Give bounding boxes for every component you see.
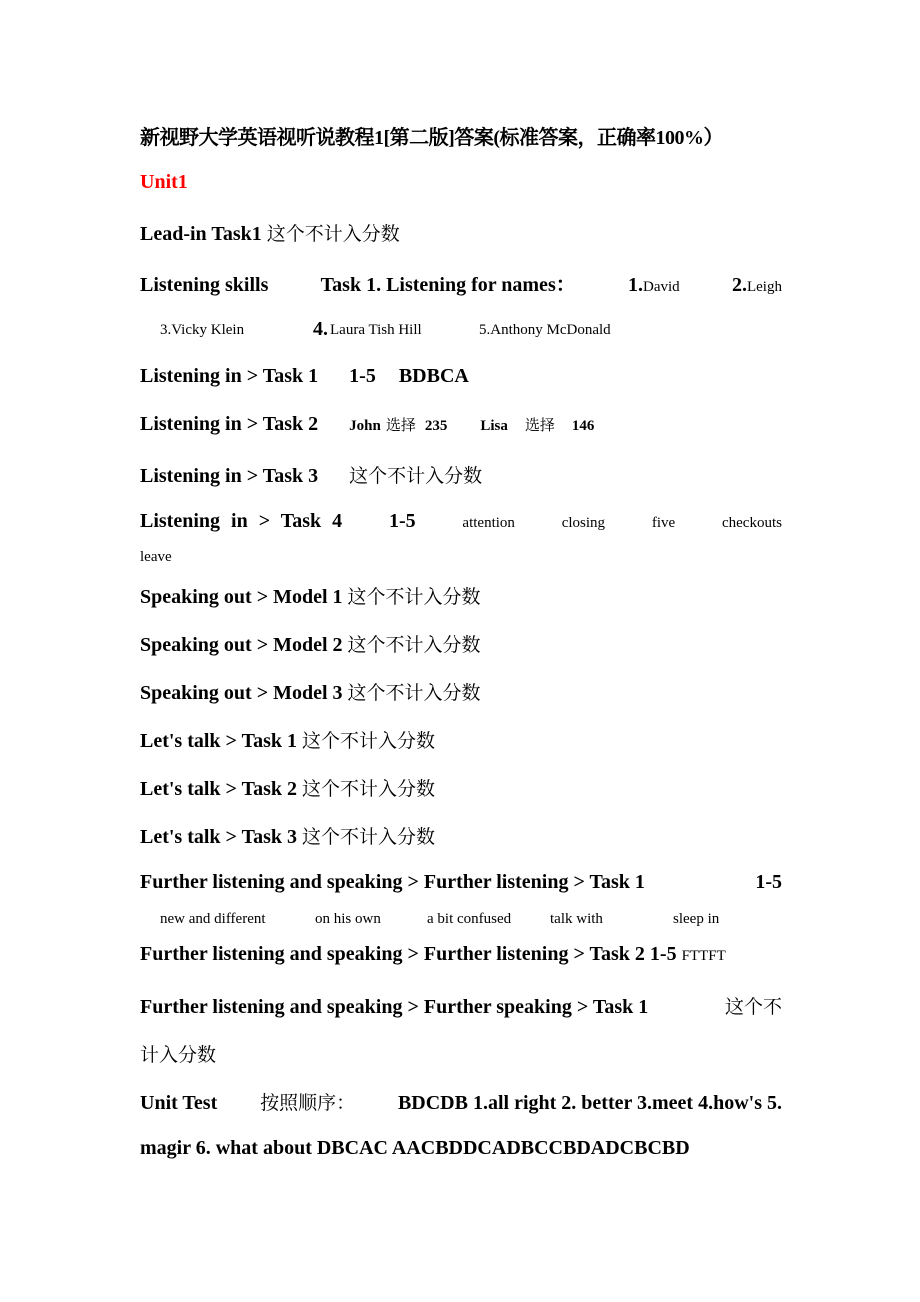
lets-talk-task3: Let's talk > Task 3 这个不计入分数 bbox=[140, 826, 436, 848]
answer-leave: leave bbox=[140, 549, 172, 565]
answer-4: Laura Tish Hill bbox=[330, 322, 422, 338]
answer-4-number: 4. bbox=[313, 318, 328, 340]
speaking-out-model3: Speaking out > Model 3 这个不计入分数 bbox=[140, 682, 481, 704]
speaking-out-model1: Speaking out > Model 1 这个不计入分数 bbox=[140, 586, 481, 608]
document-title: 新视野大学英语视听说教程1[第二版]答案(标准答案，正确率100%） bbox=[140, 127, 723, 149]
lets-talk-task2: Let's talk > Task 2 这个不计入分数 bbox=[140, 778, 436, 800]
listening-in-task2: Listening in > Task 2 John 选择 235 Lisa 选择 146 bbox=[140, 413, 595, 435]
further-speaking-task1: Further listening and speaking > Further speaking > Task 1 这个不 bbox=[140, 996, 782, 1018]
fl1-answer-3: a bit confused bbox=[427, 911, 512, 927]
speaking-out-model2: Speaking out > Model 2 这个不计入分数 bbox=[140, 634, 481, 656]
answer-3: 3.Vicky Klein bbox=[160, 322, 245, 338]
listening-in-task3: Listening in > Task 3 这个不计入分数 bbox=[140, 465, 483, 487]
further-listening-task2: Further listening and speaking > Further listening > Task 2 1-5 FTTFT bbox=[140, 943, 726, 965]
unit-heading: Unit1 bbox=[140, 171, 188, 193]
further-listening-task1: Further listening and speaking > Further listening > Task 1 1-5 bbox=[140, 871, 782, 893]
fl1-answer-4: talk with bbox=[550, 911, 603, 927]
fl1-answer-1: new and different bbox=[160, 911, 266, 927]
answer-5: 5.Anthony McDonald bbox=[479, 322, 611, 338]
lets-talk-task1: Let's talk > Task 1 这个不计入分数 bbox=[140, 730, 436, 752]
fl1-answer-2: on his own bbox=[315, 911, 381, 927]
leadin-line: Lead-in Task1 这个不计入分数 bbox=[140, 223, 400, 245]
listening-in-task4: Listening in > Task 4 1-5 attention closing five checkouts bbox=[140, 510, 782, 532]
fl1-answer-5: sleep in bbox=[673, 911, 720, 927]
unit-test-line1: Unit Test 按照顺序： BDCDB 1.all right 2. better 3.meet 4.how's 5. bbox=[140, 1092, 782, 1114]
listening-in-task1: Listening in > Task 1 1-5 BDBCA bbox=[140, 365, 469, 387]
unit-test-line2: magir 6. what about DBCAC AACBDDCADBCCBDADCBCBD bbox=[140, 1137, 690, 1159]
further-speaking-task1-cont: 计入分数 bbox=[140, 1044, 217, 1066]
listening-skills-line: Listening skills Task 1. Listening for names： 1.David 2.Leigh bbox=[140, 274, 782, 296]
